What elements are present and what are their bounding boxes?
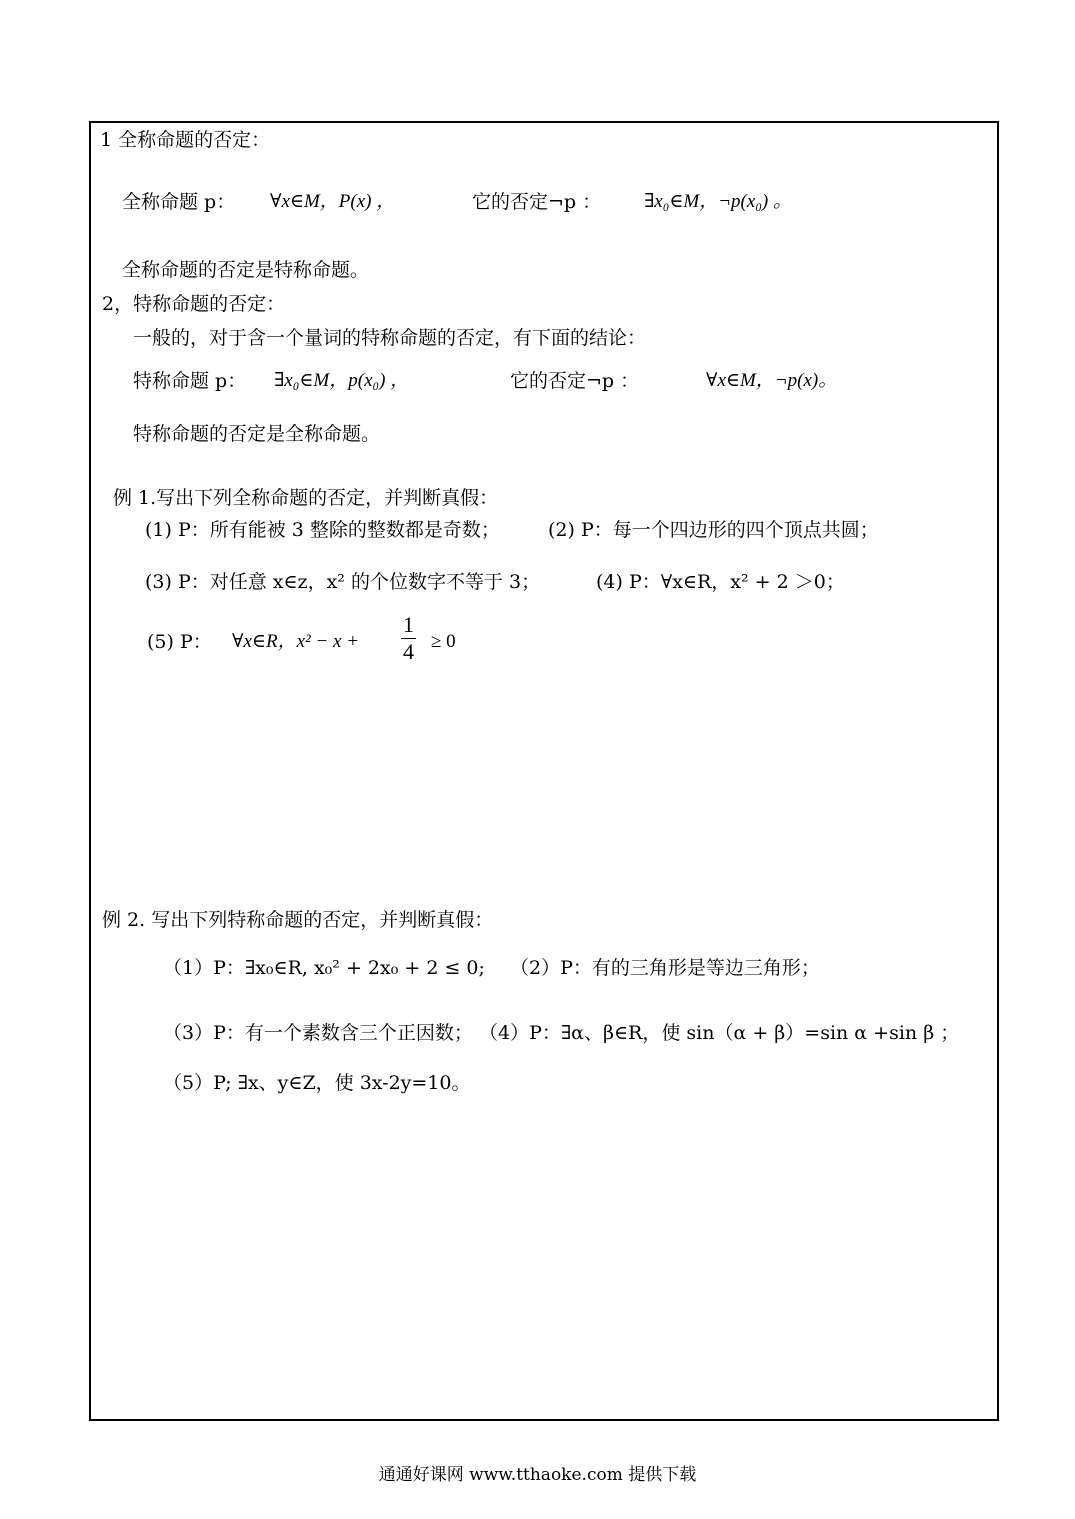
- example2-item-2: （2）P：有的三角形是等边三角形；: [510, 957, 820, 979]
- example1-item-2: (2) P：每一个四边形的四个顶点共圆；: [548, 519, 879, 541]
- example1-heading: 例 1.写出下列全称命题的否定，并判断真假：: [113, 487, 499, 509]
- section2-heading: 2，特称命题的否定：: [102, 293, 286, 315]
- example2-item-4: （4）P：∃α、β∈R，使 sin（α + β）=sin α +sin β ；: [479, 1022, 960, 1044]
- section2-neg-formula: ∀x∈M，¬p(x)。: [706, 370, 838, 391]
- example1-item-5-label: (5) P：: [147, 631, 212, 653]
- example1-item-1: (1) P：所有能被 3 整除的整数都是奇数；: [145, 519, 500, 541]
- section1-prop-formula: ∀x∈M，P(x) ，: [270, 191, 396, 212]
- section2-prop-formula: ∃x₀∈M，p(x₀) ，: [274, 370, 410, 391]
- section1-neg-label: 它的否定¬p ：: [472, 191, 602, 213]
- example2-item-5: （5）P; ∃x、y∈Z，使 3x-2y=10。: [163, 1072, 471, 1094]
- section2-prop-label: 特称命题 p：: [133, 370, 247, 392]
- example2-heading: 例 2. 写出下列特称命题的否定，并判断真假：: [102, 909, 494, 931]
- section2-intro: 一般的，对于含一个量词的特称命题的否定，有下面的结论：: [133, 327, 647, 349]
- section2-conclusion: 特称命题的否定是全称命题。: [133, 423, 381, 445]
- fraction-numerator: 1: [403, 612, 414, 637]
- section1-prop-label: 全称命题 p：: [122, 191, 236, 213]
- example2-item-1: （1）P：∃x₀∈R, x₀² + 2x₀ + 2 ≤ 0;: [163, 957, 485, 979]
- example1-item-5-formula: ∀x∈R，x² − x +: [232, 631, 360, 652]
- example1-item-3: (3) P：对任意 x∈z，x² 的个位数字不等于 3；: [145, 571, 541, 593]
- section1-conclusion: 全称命题的否定是特称命题。: [122, 259, 370, 281]
- example2-item-3: （3）P：有一个素数含三个正因数；: [163, 1022, 473, 1044]
- fraction-denominator: 4: [403, 639, 414, 664]
- section1-neg-formula: ∃x₀∈M，¬p(x₀) 。: [644, 191, 793, 212]
- example1-item-4: (4) P：∀x∈R，x² + 2 ＞0；: [596, 571, 845, 593]
- section2-neg-label: 它的否定¬p ：: [510, 370, 640, 392]
- fraction-one-quarter: [401, 612, 416, 665]
- example1-item-5-inequality: ≥ 0: [431, 631, 456, 652]
- section1-heading: 1 全称命题的否定：: [100, 129, 271, 151]
- footer-text: 通通好课网 www.tthaoke.com 提供下载: [378, 1465, 697, 1485]
- content-frame: [89, 121, 999, 1421]
